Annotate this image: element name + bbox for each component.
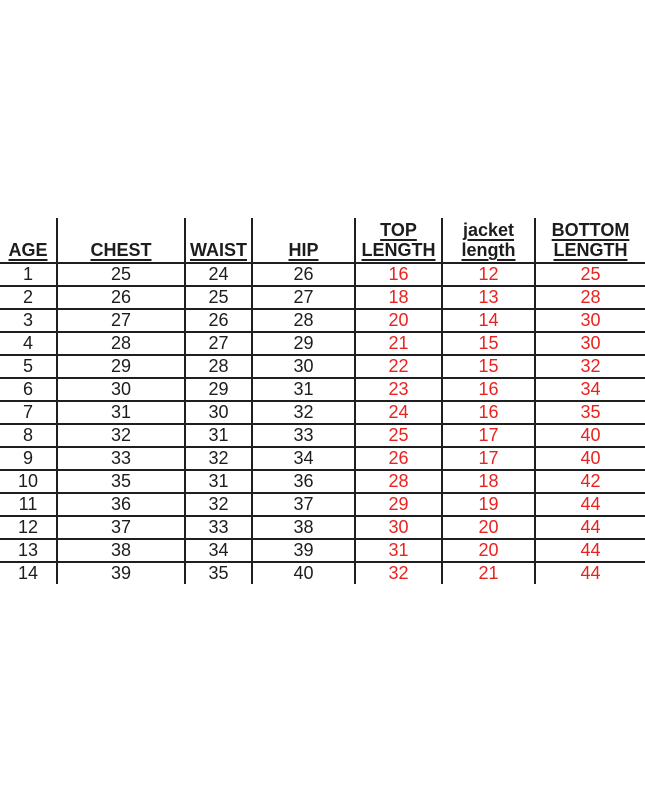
table-row xyxy=(0,470,645,493)
cell-top-length: 16 xyxy=(355,263,442,286)
table-row xyxy=(0,332,645,355)
cell-chest: 33 xyxy=(57,447,185,470)
column-header-bottom-length: BOTTOM LENGTH xyxy=(535,218,645,263)
size-chart-body xyxy=(0,263,645,584)
cell-chest: 35 xyxy=(57,470,185,493)
cell-top-length: 30 xyxy=(355,516,442,539)
cell-hip: 28 xyxy=(252,309,355,332)
table-row xyxy=(0,401,645,424)
header-row xyxy=(0,218,645,263)
cell-top-length: 28 xyxy=(355,470,442,493)
cell-waist: 25 xyxy=(185,286,252,309)
cell-jacket-length: 16 xyxy=(442,401,535,424)
cell-bottom-length: 32 xyxy=(535,355,645,378)
column-header-top-length: TOP LENGTH xyxy=(355,218,442,263)
cell-top-length: 29 xyxy=(355,493,442,516)
cell-chest: 28 xyxy=(57,332,185,355)
cell-bottom-length: 40 xyxy=(535,424,645,447)
cell-hip: 27 xyxy=(252,286,355,309)
cell-bottom-length: 42 xyxy=(535,470,645,493)
cell-chest: 29 xyxy=(57,355,185,378)
cell-jacket-length: 18 xyxy=(442,470,535,493)
column-header-hip: HIP xyxy=(252,218,355,263)
cell-age: 11 xyxy=(0,493,57,516)
cell-jacket-length: 13 xyxy=(442,286,535,309)
cell-hip: 40 xyxy=(252,562,355,584)
cell-hip: 32 xyxy=(252,401,355,424)
cell-age: 2 xyxy=(0,286,57,309)
cell-waist: 26 xyxy=(185,309,252,332)
cell-hip: 30 xyxy=(252,355,355,378)
size-chart-header xyxy=(0,218,645,263)
cell-waist: 35 xyxy=(185,562,252,584)
cell-age: 12 xyxy=(0,516,57,539)
cell-top-length: 25 xyxy=(355,424,442,447)
cell-chest: 37 xyxy=(57,516,185,539)
cell-bottom-length: 40 xyxy=(535,447,645,470)
cell-bottom-length: 44 xyxy=(535,493,645,516)
cell-age: 14 xyxy=(17,563,39,583)
cell-jacket-length: 21 xyxy=(442,562,535,584)
cell-waist: 31 xyxy=(185,424,252,447)
cell-chest: 30 xyxy=(57,378,185,401)
cell-bottom-length: 35 xyxy=(535,401,645,424)
cell-top-length: 31 xyxy=(355,539,442,562)
cell-jacket-length: 20 xyxy=(442,539,535,562)
cell-waist: 32 xyxy=(185,493,252,516)
cell-top-length: 23 xyxy=(355,378,442,401)
cell-jacket-length: 16 xyxy=(442,378,535,401)
cell-age: 3 xyxy=(0,309,57,332)
cell-chest: 26 xyxy=(57,286,185,309)
cell-age: 4 xyxy=(0,332,57,355)
cell-chest: 27 xyxy=(57,309,185,332)
cell-bottom-length: 25 xyxy=(535,263,645,286)
cell-top-length: 22 xyxy=(355,355,442,378)
cell-waist: 27 xyxy=(185,332,252,355)
cell-top-length: 26 xyxy=(355,447,442,470)
table-row xyxy=(0,263,645,286)
cell-chest: 39 xyxy=(57,562,185,584)
cell-chest: 25 xyxy=(57,263,185,286)
cell-hip: 29 xyxy=(252,332,355,355)
cell-chest: 32 xyxy=(57,424,185,447)
cell-waist: 24 xyxy=(185,263,252,286)
cell-age: 9 xyxy=(0,447,57,470)
table-row xyxy=(0,539,645,562)
cell-top-length: 20 xyxy=(355,309,442,332)
cell-hip: 36 xyxy=(252,470,355,493)
cell-hip: 31 xyxy=(252,378,355,401)
cell-waist: 32 xyxy=(185,447,252,470)
cell-chest: 31 xyxy=(57,401,185,424)
table-row xyxy=(0,355,645,378)
column-header-jacket-length: jacket length xyxy=(442,218,535,263)
cell-hip: 39 xyxy=(252,539,355,562)
cell-top-length: 24 xyxy=(355,401,442,424)
cell-waist: 28 xyxy=(185,355,252,378)
cell-jacket-length: 14 xyxy=(442,309,535,332)
cell-age: 6 xyxy=(0,378,57,401)
cell-chest: 38 xyxy=(57,539,185,562)
cell-chest: 36 xyxy=(57,493,185,516)
table-row xyxy=(0,378,645,401)
cell-top-length: 21 xyxy=(355,332,442,355)
cell-bottom-length: 30 xyxy=(535,309,645,332)
table-row xyxy=(0,424,645,447)
cell-jacket-length: 20 xyxy=(442,516,535,539)
cell-age: 8 xyxy=(0,424,57,447)
cell-hip: 26 xyxy=(252,263,355,286)
cell-bottom-length: 28 xyxy=(535,286,645,309)
cell-bottom-length: 44 xyxy=(535,562,645,584)
cell-waist: 29 xyxy=(185,378,252,401)
cell-top-length: 32 xyxy=(355,562,442,584)
column-header-waist: WAIST xyxy=(185,218,252,263)
cell-jacket-length: 19 xyxy=(442,493,535,516)
cell-waist: 33 xyxy=(185,516,252,539)
cell-hip: 37 xyxy=(252,493,355,516)
table-row xyxy=(0,309,645,332)
cell-jacket-length: 17 xyxy=(442,447,535,470)
column-header-chest: CHEST xyxy=(57,218,185,263)
cell-age: 1 xyxy=(0,263,57,286)
table-row xyxy=(0,562,645,584)
cell-jacket-length: 15 xyxy=(442,332,535,355)
cell-age: 7 xyxy=(0,401,57,424)
cell-bottom-length: 34 xyxy=(535,378,645,401)
cell-hip: 34 xyxy=(252,447,355,470)
cell-waist: 31 xyxy=(185,470,252,493)
table-row xyxy=(0,447,645,470)
table-row xyxy=(0,516,645,539)
cell-top-length: 18 xyxy=(355,286,442,309)
table-row xyxy=(0,286,645,309)
cell-jacket-length: 15 xyxy=(442,355,535,378)
cell-hip: 33 xyxy=(252,424,355,447)
cell-age: 13 xyxy=(0,539,57,562)
column-header-age: AGE xyxy=(0,218,57,263)
cell-bottom-length: 44 xyxy=(535,516,645,539)
cell-bottom-length: 44 xyxy=(535,539,645,562)
size-chart-table xyxy=(0,218,645,584)
cell-age: 10 xyxy=(0,470,57,493)
table-row xyxy=(0,493,645,516)
cell-waist: 30 xyxy=(185,401,252,424)
cell-hip: 38 xyxy=(252,516,355,539)
cell-bottom-length: 30 xyxy=(535,332,645,355)
cell-age: 5 xyxy=(0,355,57,378)
cell-jacket-length: 12 xyxy=(442,263,535,286)
cell-waist: 34 xyxy=(185,539,252,562)
cell-jacket-length: 17 xyxy=(442,424,535,447)
